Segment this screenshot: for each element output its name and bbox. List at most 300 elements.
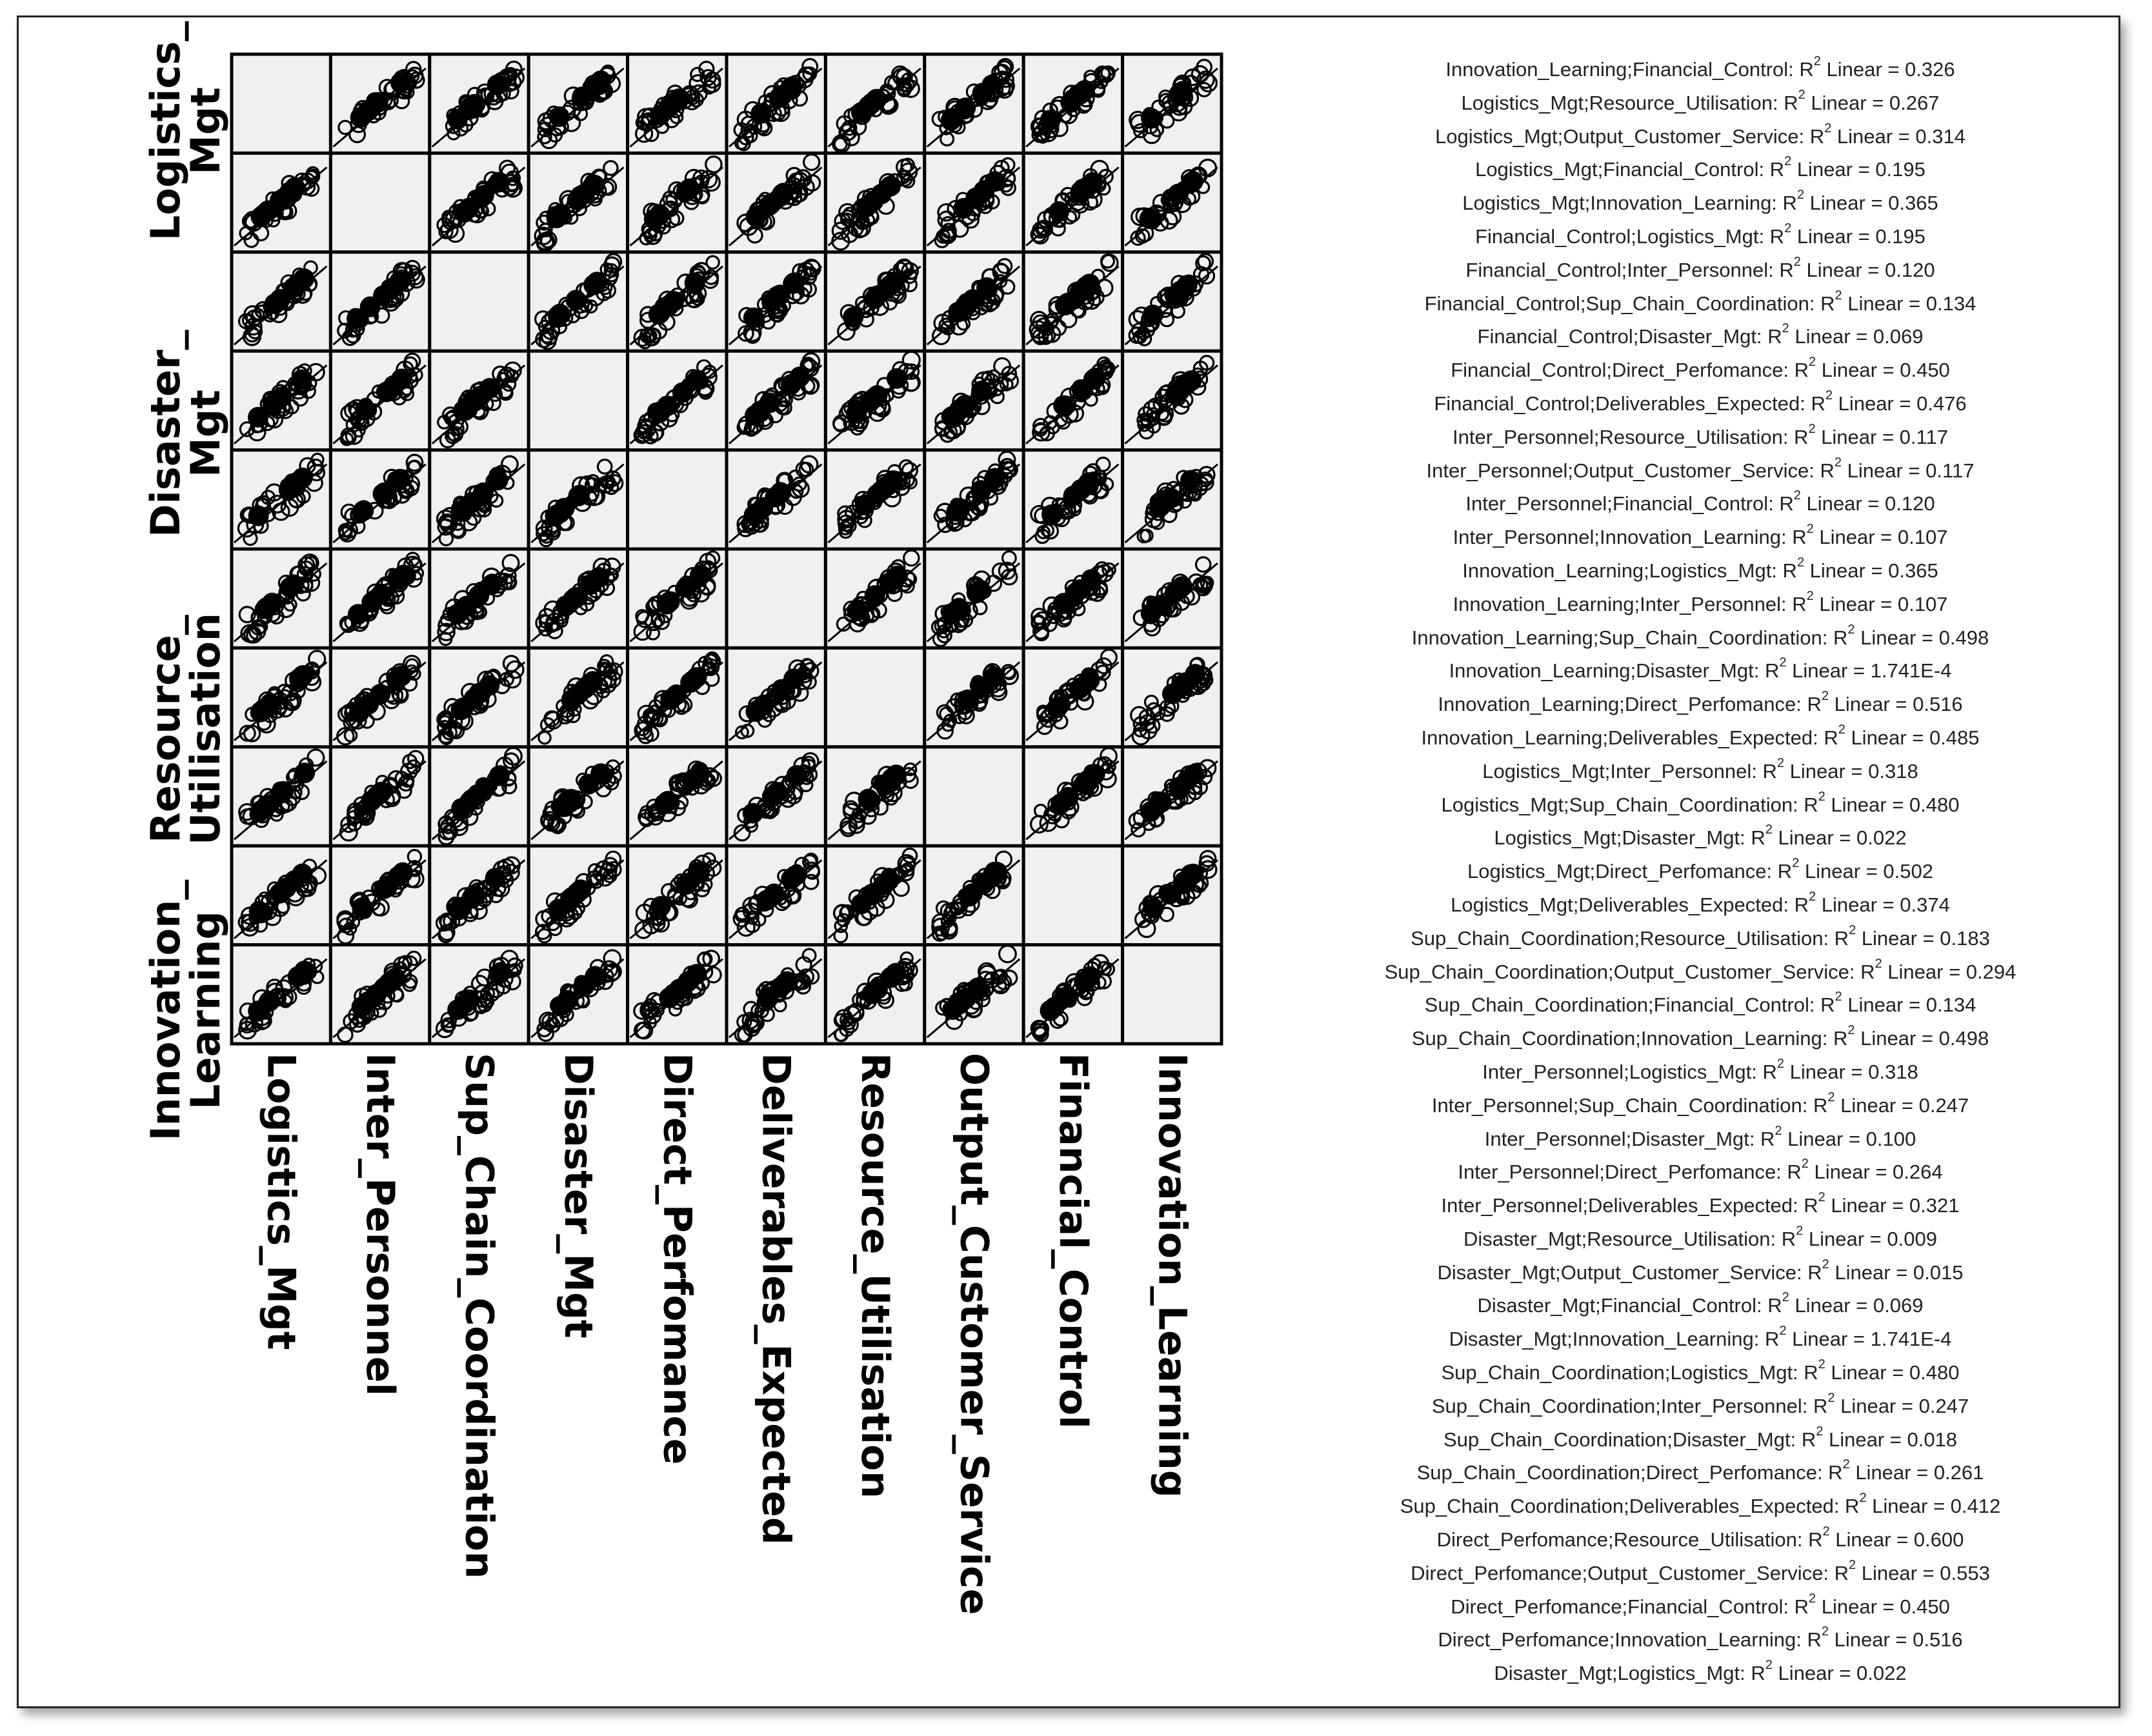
r2-annotation: Direct_Perfomance;Output_Customer_Service: $R^2$ Linear = 0.553 — [1411, 1557, 1990, 1584]
cell-frame — [528, 351, 627, 450]
matrix-cell-r9-c5 — [628, 846, 727, 944]
data-point-cluster — [955, 395, 976, 415]
data-point-cluster — [1072, 379, 1092, 400]
row-label: Logistics_Mgt — [142, 21, 229, 241]
matrix-cell-r10-c6 — [727, 945, 825, 1044]
data-point-cluster — [963, 289, 983, 310]
r2-annotation: Financial_Control;Logistics_Mgt: $R^2$ Linear = 0.195 — [1475, 221, 1926, 248]
data-point-cluster — [887, 566, 908, 586]
data-point-cluster — [1054, 593, 1074, 614]
data-point-cluster — [1071, 479, 1091, 500]
matrix-cell-r2-c9 — [1023, 153, 1122, 252]
data-point-cluster — [583, 275, 604, 295]
matrix-cell-r7-c7 — [825, 648, 924, 746]
data-point-cluster — [787, 765, 807, 786]
matrix-cell-r8-c1 — [232, 747, 330, 846]
data-point-cluster — [485, 868, 506, 888]
matrix-cell-r1-c5 — [628, 54, 727, 153]
data-point-cluster — [1070, 183, 1091, 203]
data-point-cluster — [454, 202, 474, 223]
data-point-cluster — [679, 179, 700, 199]
r2-annotation: Innovation_Learning;Inter_Personnel: $R^2$ Linear = 0.107 — [1453, 588, 1948, 615]
data-point-cluster — [858, 789, 879, 810]
matrix-cell-r6-c7 — [825, 549, 924, 648]
r2-annotation: Financial_Control;Sup_Chain_Coordination: $R^2$ Linear = 0.134 — [1424, 288, 1976, 315]
data-point-cluster — [690, 564, 711, 585]
matrix-cell-r4-c1 — [232, 351, 330, 450]
data-point-cluster — [572, 86, 592, 107]
data-point-cluster — [1141, 108, 1161, 129]
data-point-cluster — [561, 690, 582, 710]
matrix-cell-r5-c7 — [825, 450, 924, 549]
matrix-cell-r6-c6 — [727, 549, 825, 648]
data-point-cluster — [1040, 1001, 1061, 1021]
r2-annotation: Financial_Control;Direct_Perfomance: $R^2$ Linear = 0.450 — [1451, 355, 1950, 382]
data-point-cluster — [1080, 966, 1100, 987]
data-point-cluster — [1183, 764, 1204, 785]
data-point-cluster — [259, 991, 279, 1012]
matrix-cell-r1-c6 — [727, 54, 825, 153]
data-point-cluster — [1168, 184, 1189, 205]
data-point-cluster — [487, 74, 508, 95]
column-label: Deliverables_Expected — [753, 1053, 799, 1545]
r2-annotation: Innovation_Learning;Deliverables_Expected: $R^2$ Linear = 0.485 — [1421, 722, 1980, 749]
data-point-cluster — [772, 85, 793, 105]
matrix-cell-r4-c8 — [925, 351, 1023, 450]
r2-annotation: Sup_Chain_Coordination;Logistics_Mgt: $R^2$ Linear = 0.480 — [1441, 1357, 1960, 1384]
matrix-cell-r4-c4 — [528, 351, 627, 450]
data-point-cluster — [283, 574, 304, 595]
data-point-cluster — [649, 204, 670, 224]
data-point-cluster — [294, 763, 315, 783]
matrix-cell-r7-c8 — [925, 648, 1023, 746]
r2-annotation: Direct_Perfomance;Financial_Control: $R^2$ Linear = 0.450 — [1451, 1591, 1950, 1618]
data-point-cluster — [1140, 208, 1160, 229]
data-point-cluster — [257, 597, 277, 617]
r2-annotation: Logistics_Mgt;Resource_Utilisation: $R^2$ Linear = 0.267 — [1461, 87, 1940, 114]
data-point-cluster — [983, 865, 1004, 886]
data-point-cluster — [877, 475, 898, 496]
data-point-cluster — [250, 702, 271, 723]
matrix-cell-r2-c2 — [330, 153, 429, 252]
data-point-cluster — [880, 968, 901, 988]
matrix-cell-r9-c6 — [727, 846, 825, 944]
data-point-cluster — [867, 385, 888, 406]
data-point-cluster — [388, 570, 408, 590]
matrix-cell-r8-c2 — [330, 747, 429, 846]
matrix-cell-r4-c2 — [330, 351, 429, 450]
matrix-cell-r2-c6 — [727, 153, 825, 252]
data-point-cluster — [758, 988, 779, 1008]
data-point-cluster — [847, 601, 868, 621]
matrix-cell-r6-c3 — [430, 549, 528, 648]
data-point-cluster — [762, 786, 783, 806]
matrix-cell-r3-c8 — [925, 252, 1023, 351]
data-point-cluster — [665, 92, 686, 112]
matrix-cell-r10-c4 — [528, 945, 627, 1044]
matrix-cell-r1-c10 — [1123, 54, 1222, 153]
matrix-cell-r9-c3 — [430, 846, 528, 944]
matrix-cell-r10-c5 — [628, 945, 727, 1044]
r2-annotation-list — [1281, 53, 2120, 1690]
column-label: Direct_Perfomance — [654, 1053, 700, 1465]
matrix-cell-r2-c4 — [528, 153, 627, 252]
data-point-cluster — [687, 964, 707, 984]
data-point-cluster — [855, 495, 876, 515]
data-point-cluster — [750, 103, 771, 124]
data-point-cluster — [548, 899, 568, 919]
data-point-cluster — [985, 171, 1005, 192]
matrix-cell-r8-c5 — [628, 747, 727, 846]
data-point-cluster — [1040, 110, 1061, 130]
data-point-cluster — [682, 670, 703, 691]
data-point-cluster — [390, 72, 411, 93]
data-point-cluster — [548, 305, 568, 326]
data-point-cluster — [650, 896, 671, 917]
data-point-cluster — [948, 994, 969, 1015]
data-point-cluster — [672, 383, 693, 403]
r2-annotation: Logistics_Mgt;Financial_Control: $R^2$ Linear = 0.195 — [1475, 154, 1926, 181]
data-point-cluster — [1069, 579, 1090, 600]
data-point-cluster — [488, 172, 509, 192]
data-point-cluster — [567, 883, 588, 903]
r2-annotation: Inter_Personnel;Disaster_Mgt: $R^2$ Linear = 0.100 — [1484, 1123, 1916, 1150]
column-label: Financial_Control — [1050, 1053, 1096, 1429]
matrix-cell-r4-c6 — [727, 351, 825, 450]
column-label: Resource_Utilisation — [852, 1053, 898, 1499]
data-point-cluster — [590, 763, 611, 784]
data-point-cluster — [358, 694, 379, 715]
matrix-cell-r3-c6 — [727, 252, 825, 351]
data-point-cluster — [270, 883, 290, 904]
data-point-cluster — [864, 288, 885, 309]
matrix-cell-r3-c4 — [528, 252, 627, 351]
data-point-cluster — [1085, 764, 1105, 784]
column-label: Inter_Personnel — [357, 1053, 403, 1396]
matrix-cell-r10-c3 — [430, 945, 528, 1044]
r2-annotation: Sup_Chain_Coordination;Financial_Control: $R^2$ Linear = 0.134 — [1424, 990, 1976, 1017]
matrix-cell-r1-c7 — [825, 54, 924, 153]
data-point-cluster — [461, 888, 482, 909]
matrix-cell-r5-c4 — [528, 450, 627, 549]
matrix-cell-r7-c1 — [232, 648, 330, 746]
data-point-cluster — [863, 191, 883, 212]
data-point-cluster — [843, 307, 863, 328]
r2-annotation: Sup_Chain_Coordination;Deliverables_Expected: $R^2$ Linear = 0.412 — [1400, 1491, 2001, 1518]
data-point-cluster — [377, 875, 398, 896]
matrix-cell-r2-c5 — [628, 153, 727, 252]
r2-annotation: Inter_Personnel;Financial_Control: $R^2$ Linear = 0.120 — [1465, 488, 1935, 515]
matrix-cell-r9-c10 — [1123, 846, 1222, 944]
data-point-cluster — [547, 208, 567, 228]
matrix-cell-r9-c1 — [232, 846, 330, 944]
data-point-cluster — [257, 201, 278, 221]
data-point-cluster — [569, 485, 590, 506]
data-point-cluster — [761, 194, 781, 214]
data-point-cluster — [383, 375, 404, 396]
data-point-cluster — [373, 285, 394, 306]
column-label: Sup_Chain_Coordination — [456, 1053, 502, 1579]
r2-annotation: Financial_Control;Inter_Personnel: $R^2$ Linear = 0.120 — [1465, 254, 1935, 281]
data-point-cluster — [1181, 370, 1202, 391]
matrix-cell-r3-c3 — [430, 252, 528, 351]
matrix-cell-r3-c5 — [628, 252, 727, 351]
r2-annotation: Logistics_Mgt;Inter_Personnel: $R^2$ Linear = 0.318 — [1482, 755, 1918, 783]
data-point-cluster — [685, 273, 705, 294]
data-point-cluster — [583, 671, 603, 692]
matrix-cell-r9-c4 — [528, 846, 627, 944]
data-point-cluster — [368, 92, 388, 113]
data-point-cluster — [488, 964, 509, 984]
matrix-cell-r1-c8 — [925, 54, 1023, 153]
data-point-cluster — [1047, 697, 1067, 718]
column-label: Disaster_Mgt — [555, 1053, 601, 1339]
r2-annotation: Disaster_Mgt;Output_Customer_Service: $R^2$ Linear = 0.015 — [1437, 1257, 1964, 1284]
data-point-cluster — [879, 870, 900, 890]
data-point-cluster — [474, 778, 495, 799]
matrix-cell-r5-c8 — [925, 450, 1023, 549]
data-point-cluster — [743, 803, 763, 824]
data-point-cluster — [663, 291, 684, 312]
data-point-cluster — [1174, 872, 1194, 892]
row-label: Innovation_Learning — [142, 879, 229, 1141]
r2-annotation: Direct_Perfomance;Innovation_Learning: $R^2$ Linear = 0.516 — [1438, 1624, 1963, 1651]
matrix-cell-r6-c10 — [1123, 549, 1222, 648]
matrix-cell-r8-c6 — [727, 747, 825, 846]
data-point-cluster — [754, 695, 774, 715]
data-point-cluster — [389, 272, 410, 292]
data-point-cluster — [785, 866, 805, 886]
r2-annotation: Logistics_Mgt;Innovation_Learning: $R^2$ Linear = 0.365 — [1462, 188, 1938, 215]
r2-annotation: Sup_Chain_Coordination;Resource_Utilisation: $R^2$ Linear = 0.183 — [1411, 923, 1990, 950]
data-point-cluster — [248, 506, 269, 526]
data-point-cluster — [659, 988, 679, 1008]
cell-frame — [925, 747, 1023, 846]
data-point-cluster — [770, 482, 791, 503]
r2-annotation: Sup_Chain_Coordination;Inter_Personnel: $R^2$ Linear = 0.247 — [1431, 1390, 1969, 1417]
matrix-cell-r2-c3 — [430, 153, 528, 252]
data-point-cluster — [249, 901, 270, 921]
matrix-cell-r10-c2 — [330, 945, 429, 1044]
matrix-cell-r7-c10 — [1123, 648, 1222, 746]
r2-annotation: Sup_Chain_Coordination;Direct_Perfomance: $R^2$ Linear = 0.261 — [1416, 1457, 1984, 1484]
data-point-cluster — [479, 378, 500, 399]
matrix-cell-r7-c4 — [528, 648, 627, 746]
cell-frame — [1023, 846, 1122, 944]
data-point-cluster — [284, 475, 305, 495]
matrix-cell-r8-c8 — [925, 747, 1023, 846]
data-point-cluster — [366, 984, 387, 1004]
r2-annotation: Innovation_Learning;Sup_Chain_Coordination: $R^2$ Linear = 0.498 — [1411, 622, 1989, 649]
data-point-cluster — [353, 501, 374, 521]
matrix-cell-r2-c7 — [825, 153, 924, 252]
matrix-cell-r4-c10 — [1123, 351, 1222, 450]
matrix-cell-r9-c7 — [825, 846, 924, 944]
column-label: Innovation_Learning — [1149, 1053, 1195, 1498]
matrix-cell-r4-c9 — [1023, 351, 1122, 450]
data-point-cluster — [1041, 504, 1062, 525]
matrix-cell-r3-c7 — [825, 252, 924, 351]
matrix-cell-r10-c8 — [925, 945, 1023, 1044]
matrix-cell-r6-c8 — [925, 549, 1023, 648]
cell-frame — [628, 450, 727, 549]
matrix-cell-r5-c3 — [430, 450, 528, 549]
r2-annotation: Inter_Personnel;Resource_Utilisation: $R^2$ Linear = 0.117 — [1453, 421, 1948, 448]
data-point-cluster — [752, 497, 773, 518]
matrix-cell-r5-c2 — [330, 450, 429, 549]
data-point-cluster — [1056, 986, 1077, 1007]
data-point-cluster — [451, 798, 472, 819]
matrix-cell-r2-c10 — [1123, 153, 1222, 252]
matrix-cell-r6-c4 — [528, 549, 627, 648]
data-point-cluster — [1051, 793, 1071, 814]
r2-annotation: Logistics_Mgt;Sup_Chain_Coordination: $R^2$ Linear = 0.480 — [1441, 789, 1960, 816]
r2-annotation: Sup_Chain_Coordination;Innovation_Learning: $R^2$ Linear = 0.498 — [1411, 1023, 1989, 1050]
data-point-cluster — [880, 176, 901, 197]
data-point-cluster — [566, 290, 587, 310]
r2-annotation: Logistics_Mgt;Disaster_Mgt: $R^2$ Linear = 0.022 — [1494, 823, 1907, 850]
data-point-cluster — [563, 589, 583, 610]
data-point-cluster — [970, 580, 991, 601]
data-point-cluster — [759, 392, 780, 413]
r2-annotation: Inter_Personnel;Sup_Chain_Coordination: $R^2$ Linear = 0.247 — [1431, 1090, 1969, 1117]
matrix-cell-r10-c7 — [825, 945, 924, 1044]
r2-annotation: Logistics_Mgt;Direct_Perfomance: $R^2$ Linear = 0.502 — [1467, 856, 1933, 883]
data-point-cluster — [585, 175, 605, 195]
matrix-cell-r5-c1 — [232, 450, 330, 549]
data-point-cluster — [947, 501, 967, 522]
matrix-cell-r5-c9 — [1023, 450, 1122, 549]
data-point-cluster — [984, 468, 1005, 489]
r2-annotation: Disaster_Mgt;Financial_Control: $R^2$ Linear = 0.069 — [1477, 1290, 1924, 1317]
data-point-cluster — [451, 699, 472, 720]
matrix-cell-r3-c9 — [1023, 252, 1122, 351]
data-point-cluster — [955, 97, 976, 118]
data-point-cluster — [659, 592, 680, 612]
data-point-cluster — [488, 470, 508, 490]
r2-annotation: Sup_Chain_Coordination;Output_Customer_Service: $R^2$ Linear = 0.294 — [1384, 956, 2016, 983]
data-point-cluster — [1165, 583, 1185, 603]
matrix-cell-r1-c1 — [232, 54, 330, 153]
data-point-cluster — [1049, 201, 1069, 222]
matrix-cell-r8-c10 — [1123, 747, 1222, 846]
data-point-cluster — [1069, 283, 1090, 303]
data-point-cluster — [743, 308, 764, 328]
data-point-cluster — [971, 381, 992, 401]
matrix-cell-r5-c5 — [628, 450, 727, 549]
data-point-cluster — [263, 394, 283, 415]
data-point-cluster — [271, 783, 292, 804]
r2-annotation: Innovation_Learning;Disaster_Mgt: $R^2$ Linear = 1.741E-4 — [1449, 655, 1952, 683]
data-point-cluster — [875, 774, 896, 795]
data-point-cluster — [454, 993, 475, 1014]
data-point-cluster — [851, 893, 872, 914]
matrix-cell-r3-c10 — [1123, 252, 1222, 351]
matrix-cell-r10-c9 — [1023, 945, 1122, 1044]
data-point-cluster — [369, 783, 390, 804]
data-point-cluster — [1171, 676, 1192, 697]
matrix-cell-r4-c7 — [825, 351, 924, 450]
matrix-cell-r4-c3 — [430, 351, 528, 450]
r2-annotation: Logistics_Mgt;Output_Customer_Service: $R^2$ Linear = 0.314 — [1435, 121, 1966, 148]
data-point-cluster — [865, 585, 885, 606]
data-point-cluster — [1180, 470, 1201, 491]
data-point-cluster — [447, 604, 468, 624]
cell-frame — [1123, 945, 1222, 1044]
r2-annotation: Financial_Control;Deliverables_Expected: $R^2$ Linear = 0.476 — [1434, 388, 1967, 415]
matrix-cell-r5-c10 — [1123, 450, 1222, 549]
column-label: Logistics_Mgt — [258, 1053, 304, 1350]
data-point-cluster — [355, 400, 376, 421]
data-point-cluster — [1053, 395, 1074, 416]
matrix-cell-r2-c1 — [232, 153, 330, 252]
data-point-cluster — [972, 83, 993, 103]
row-label: Resource_Utilisation — [142, 612, 229, 846]
data-point-cluster — [585, 966, 605, 986]
data-point-cluster — [590, 71, 611, 92]
data-point-cluster — [287, 274, 307, 295]
data-point-cluster — [481, 575, 501, 595]
matrix-cell-r4-c5 — [628, 351, 727, 450]
matrix-cell-r2-c8 — [925, 153, 1023, 252]
matrix-cell-r7-c2 — [330, 648, 429, 746]
r2-annotation: Innovation_Learning;Financial_Control: $R^2$ Linear = 0.326 — [1445, 54, 1955, 81]
r2-annotation: Disaster_Mgt;Resource_Utilisation: $R^2$ Linear = 0.009 — [1463, 1223, 1937, 1250]
matrix-cell-r7-c5 — [628, 648, 727, 746]
data-point-cluster — [965, 188, 986, 208]
data-point-cluster — [942, 603, 963, 624]
matrix-cell-r7-c3 — [430, 648, 528, 746]
data-point-cluster — [770, 284, 790, 305]
matrix-cell-r6-c5 — [628, 549, 727, 648]
matrix-cell-r10-c1 — [232, 945, 330, 1044]
data-point-cluster — [1176, 275, 1197, 296]
data-point-cluster — [552, 797, 573, 817]
cell-frame — [825, 648, 924, 746]
data-point-cluster — [557, 990, 578, 1011]
matrix-cell-r3-c2 — [330, 252, 429, 351]
data-point-cluster — [294, 961, 315, 981]
r2-annotation: Financial_Control;Disaster_Mgt: $R^2$ Linear = 0.069 — [1477, 321, 1924, 348]
r2-annotation: Sup_Chain_Coordination;Disaster_Mgt: $R^2$ Linear = 0.018 — [1443, 1424, 1958, 1451]
data-point-cluster — [1070, 677, 1091, 698]
data-point-cluster — [464, 94, 485, 115]
r2-annotation: Inter_Personnel;Deliverables_Expected: $R^2$ Linear = 0.321 — [1441, 1190, 1960, 1217]
r2-annotation: Inter_Personnel;Logistics_Mgt: $R^2$ Linear = 0.318 — [1482, 1056, 1918, 1083]
data-point-cluster — [866, 89, 887, 110]
matrix-cell-r1-c4 — [528, 54, 627, 153]
r2-annotation: Inter_Personnel;Innovation_Learning: $R^2$ Linear = 0.107 — [1453, 522, 1948, 549]
matrix-cell-r1-c3 — [430, 54, 528, 153]
r2-annotation: Logistics_Mgt;Deliverables_Expected: $R^2$ Linear = 0.374 — [1451, 889, 1950, 916]
r2-annotation: Direct_Perfomance;Resource_Utilisation: $R^2$ Linear = 0.600 — [1436, 1524, 1964, 1551]
data-point-cluster — [352, 897, 372, 918]
matrix-cell-r9-c2 — [330, 846, 429, 944]
matrix-cell-r8-c4 — [528, 747, 627, 846]
data-point-cluster — [682, 770, 703, 790]
r2-annotation: Innovation_Learning;Direct_Perfomance: $R^2$ Linear = 0.516 — [1438, 689, 1963, 716]
matrix-cell-r8-c3 — [430, 747, 528, 846]
data-point-cluster — [971, 677, 992, 698]
data-point-cluster — [658, 791, 678, 812]
data-point-cluster — [661, 689, 681, 710]
data-point-cluster — [580, 574, 601, 595]
data-point-cluster — [1140, 801, 1161, 822]
column-label: Output_Customer_Service — [951, 1053, 997, 1615]
data-point-cluster — [451, 501, 472, 522]
matrix-cell-r1-c9 — [1023, 54, 1122, 153]
cell-frame — [232, 54, 330, 153]
